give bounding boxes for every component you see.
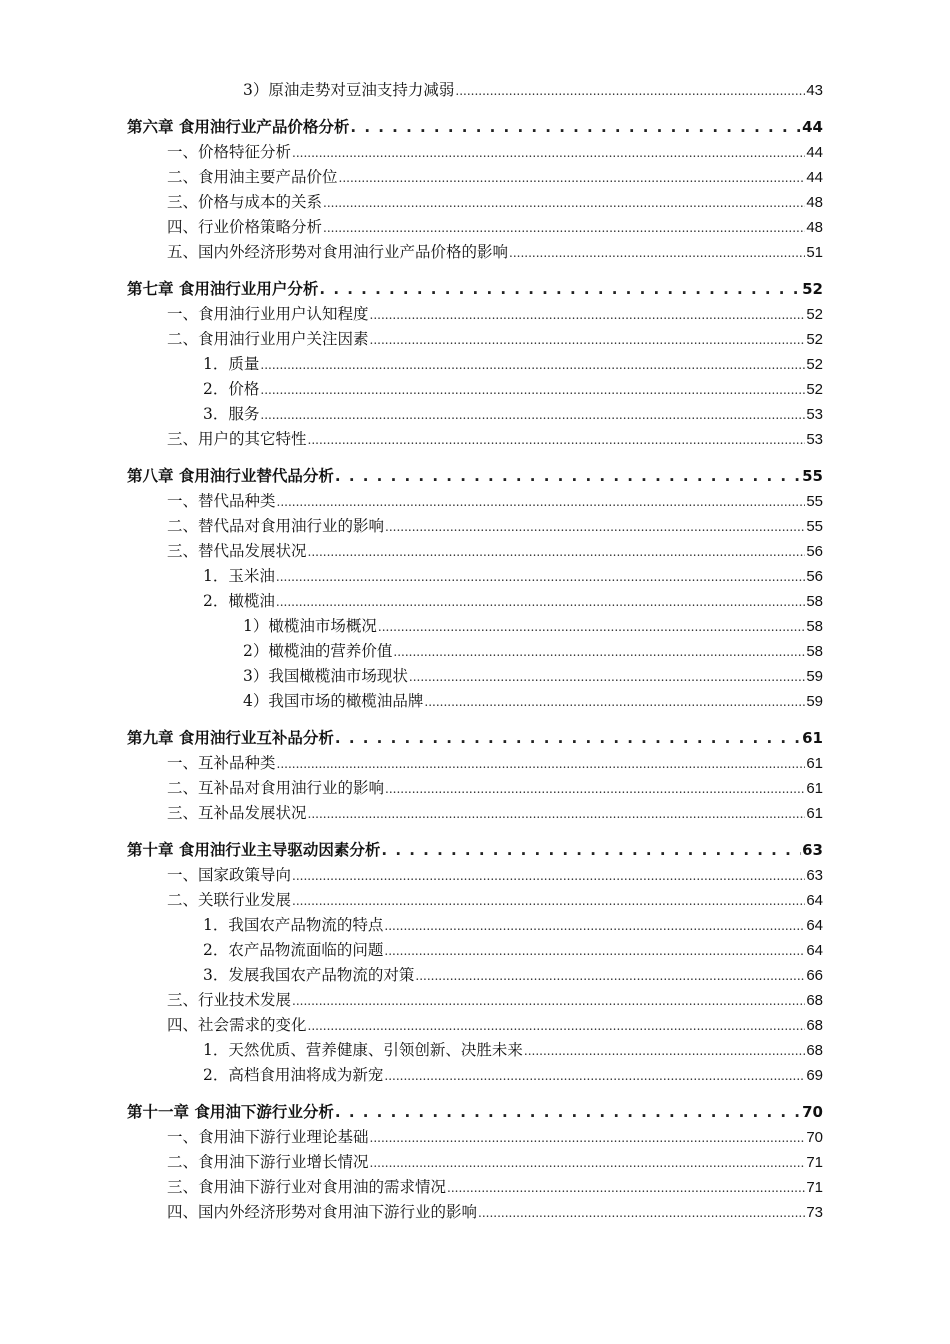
toc-chapter-entry[interactable] bbox=[127, 277, 823, 302]
toc-entry[interactable] bbox=[127, 963, 823, 988]
dot-leader bbox=[381, 838, 801, 863]
toc-entry-title: 二、食用油行业用户关注因素 bbox=[167, 330, 369, 348]
toc-page-number: 44 bbox=[806, 169, 823, 186]
toc-page-number: 61 bbox=[806, 780, 823, 797]
toc-entry[interactable] bbox=[127, 489, 823, 514]
toc-page-number: 68 bbox=[806, 1017, 823, 1034]
toc-entry[interactable] bbox=[127, 1013, 823, 1038]
dot-leader bbox=[323, 216, 805, 241]
toc-page-number: 61 bbox=[806, 805, 823, 822]
toc-page-number: 52 bbox=[806, 331, 823, 348]
toc-entry-title: 2．高档食用油将成为新宠 bbox=[203, 1066, 384, 1084]
toc-entry[interactable] bbox=[127, 664, 823, 689]
dot-leader bbox=[455, 79, 805, 104]
dot-leader bbox=[393, 640, 805, 665]
toc-entry[interactable] bbox=[127, 938, 823, 963]
toc-page-number: 61 bbox=[802, 729, 823, 747]
dot-leader bbox=[524, 1039, 805, 1064]
toc-entry-title: 1．质量 bbox=[203, 355, 260, 373]
toc-entry-title: 三、互补品发展状况 bbox=[167, 804, 307, 822]
toc-page-number: 52 bbox=[802, 280, 823, 298]
toc-entry-title: 第十一章 食用油下游行业分析 bbox=[127, 1103, 334, 1121]
dot-leader bbox=[385, 777, 805, 802]
toc-page-number: 43 bbox=[806, 82, 823, 99]
toc-entry-title: 二、关联行业发展 bbox=[167, 891, 292, 909]
toc-chapter-entry[interactable] bbox=[127, 464, 823, 489]
dot-leader bbox=[424, 690, 805, 715]
toc-entry[interactable] bbox=[127, 913, 823, 938]
toc-entry[interactable] bbox=[127, 589, 823, 614]
toc-entry[interactable] bbox=[127, 327, 823, 352]
dot-leader bbox=[277, 490, 806, 515]
toc-page-number: 48 bbox=[806, 219, 823, 236]
toc-page-number: 59 bbox=[806, 693, 823, 710]
dot-leader bbox=[509, 241, 805, 266]
toc-entry-title: 4）我国市场的橄榄油品牌 bbox=[243, 692, 424, 710]
toc-page-number: 44 bbox=[806, 144, 823, 161]
toc-entry[interactable] bbox=[127, 614, 823, 639]
dot-leader bbox=[292, 889, 805, 914]
toc-entry-title: 三、替代品发展状况 bbox=[167, 542, 307, 560]
toc-entry[interactable] bbox=[127, 1175, 823, 1200]
toc-entry[interactable] bbox=[127, 514, 823, 539]
dot-leader bbox=[260, 353, 805, 378]
dot-leader bbox=[384, 1064, 805, 1089]
toc-entry-title: 二、食用油主要产品价位 bbox=[167, 168, 338, 186]
toc-entry[interactable] bbox=[127, 352, 823, 377]
dot-leader bbox=[277, 752, 806, 777]
toc-entry[interactable] bbox=[127, 1200, 823, 1225]
toc-entry-title: 三、价格与成本的关系 bbox=[167, 193, 323, 211]
dot-leader bbox=[385, 515, 805, 540]
toc-entry[interactable] bbox=[127, 564, 823, 589]
dot-leader bbox=[370, 303, 806, 328]
dot-leader bbox=[308, 428, 806, 453]
toc-page-number: 64 bbox=[806, 892, 823, 909]
dot-leader bbox=[276, 590, 805, 615]
toc-entry[interactable] bbox=[127, 190, 823, 215]
toc-page-number: 64 bbox=[806, 917, 823, 934]
dot-leader bbox=[335, 464, 801, 489]
toc-page-number: 44 bbox=[802, 118, 823, 136]
toc-entry-title: 1）橄榄油市场概况 bbox=[243, 617, 377, 635]
dot-leader bbox=[370, 1151, 806, 1176]
toc-entry[interactable] bbox=[127, 165, 823, 190]
toc-entry-title: 1．我国农产品物流的特点 bbox=[203, 916, 384, 934]
toc-entry-title: 2）橄榄油的营养价值 bbox=[243, 642, 393, 660]
toc-entry-title: 一、国家政策导向 bbox=[167, 866, 292, 884]
dot-leader bbox=[308, 1014, 806, 1039]
toc-entry[interactable] bbox=[127, 801, 823, 826]
toc-entry[interactable] bbox=[127, 1125, 823, 1150]
toc-page-number: 52 bbox=[806, 381, 823, 398]
dot-leader bbox=[370, 1126, 806, 1151]
toc-page-number: 64 bbox=[806, 942, 823, 959]
toc-entry-title: 一、替代品种类 bbox=[167, 492, 276, 510]
dot-leader bbox=[260, 403, 805, 428]
toc-entry[interactable] bbox=[127, 863, 823, 888]
dot-leader bbox=[292, 141, 805, 166]
toc-page-number: 59 bbox=[806, 668, 823, 685]
toc-entry[interactable] bbox=[127, 140, 823, 165]
toc-page-number: 52 bbox=[806, 306, 823, 323]
dot-leader bbox=[370, 328, 806, 353]
toc-entry[interactable] bbox=[127, 539, 823, 564]
toc-entry[interactable] bbox=[127, 1063, 823, 1088]
dot-leader bbox=[350, 115, 801, 140]
toc-page-number: 63 bbox=[806, 867, 823, 884]
toc-page-number: 63 bbox=[802, 841, 823, 859]
toc-entry-title: 1．玉米油 bbox=[203, 567, 275, 585]
dot-leader bbox=[319, 277, 801, 302]
toc-entry-title: 第十章 食用油行业主导驱动因素分析 bbox=[127, 841, 381, 859]
toc-entry-title: 3．服务 bbox=[203, 405, 260, 423]
dot-leader bbox=[292, 989, 805, 1014]
toc-page-number: 56 bbox=[806, 543, 823, 560]
toc-page-number: 73 bbox=[806, 1204, 823, 1221]
toc-entry-title: 第六章 食用油行业产品价格分析 bbox=[127, 118, 350, 136]
dot-leader bbox=[323, 191, 805, 216]
toc-entry[interactable] bbox=[127, 402, 823, 427]
toc-entry-title: 四、行业价格策略分析 bbox=[167, 218, 323, 236]
toc-entry[interactable] bbox=[127, 377, 823, 402]
toc-entry-title: 3）原油走势对豆油支持力减弱 bbox=[243, 81, 455, 99]
toc-entry-title: 四、国内外经济形势对食用油下游行业的影响 bbox=[167, 1203, 478, 1221]
dot-leader bbox=[292, 864, 805, 889]
dot-leader bbox=[415, 964, 805, 989]
dot-leader bbox=[308, 540, 806, 565]
toc-entry-title: 三、用户的其它特性 bbox=[167, 430, 307, 448]
toc-chapter-entry[interactable] bbox=[127, 726, 823, 751]
toc-entry-title: 第七章 食用油行业用户分析 bbox=[127, 280, 319, 298]
toc-entry[interactable] bbox=[127, 1038, 823, 1063]
toc-entry[interactable] bbox=[127, 639, 823, 664]
toc-entry-title: 3）我国橄榄油市场现状 bbox=[243, 667, 408, 685]
toc-entry[interactable] bbox=[127, 988, 823, 1013]
toc-entry[interactable] bbox=[127, 1150, 823, 1175]
toc-page-number: 58 bbox=[806, 643, 823, 660]
toc-page-number: 69 bbox=[806, 1067, 823, 1084]
dot-leader bbox=[384, 914, 805, 939]
dot-leader bbox=[335, 726, 801, 751]
toc-page-number: 52 bbox=[806, 356, 823, 373]
dot-leader bbox=[447, 1176, 805, 1201]
toc-page-number: 68 bbox=[806, 1042, 823, 1059]
toc-page-number: 70 bbox=[806, 1129, 823, 1146]
dot-leader bbox=[384, 939, 805, 964]
dot-leader bbox=[409, 665, 805, 690]
toc-entry[interactable] bbox=[127, 751, 823, 776]
toc-page-number: 48 bbox=[806, 194, 823, 211]
toc-entry[interactable] bbox=[127, 302, 823, 327]
toc-entry-title: 2．橄榄油 bbox=[203, 592, 275, 610]
toc-page-number: 61 bbox=[806, 755, 823, 772]
toc-entry-title: 第九章 食用油行业互补品分析 bbox=[127, 729, 334, 747]
toc-page-number: 58 bbox=[806, 618, 823, 635]
toc-entry-title: 五、国内外经济形势对食用油行业产品价格的影响 bbox=[167, 243, 509, 261]
toc-page-number: 71 bbox=[806, 1154, 823, 1171]
toc-entry-title: 一、互补品种类 bbox=[167, 754, 276, 772]
toc-entry[interactable] bbox=[127, 888, 823, 913]
dot-leader bbox=[378, 615, 805, 640]
toc-entry-title: 三、食用油下游行业对食用油的需求情况 bbox=[167, 1178, 447, 1196]
toc-entry-title: 二、替代品对食用油行业的影响 bbox=[167, 517, 385, 535]
toc-chapter-entry[interactable] bbox=[127, 1100, 823, 1125]
toc-page-number: 53 bbox=[806, 406, 823, 423]
dot-leader bbox=[260, 378, 805, 403]
toc-page-number: 71 bbox=[806, 1179, 823, 1196]
toc-page-number: 56 bbox=[806, 568, 823, 585]
toc-entry[interactable] bbox=[127, 240, 823, 265]
toc-page-number: 68 bbox=[806, 992, 823, 1009]
toc-entry[interactable] bbox=[127, 215, 823, 240]
toc-page-number: 53 bbox=[806, 431, 823, 448]
toc-entry[interactable] bbox=[127, 689, 823, 714]
toc-entry-title: 一、价格特征分析 bbox=[167, 143, 292, 161]
toc-entry-title: 四、社会需求的变化 bbox=[167, 1016, 307, 1034]
toc-chapter-entry[interactable] bbox=[127, 115, 823, 140]
dot-leader bbox=[276, 565, 805, 590]
toc-entry-title: 1．天然优质、营养健康、引领创新、决胜未来 bbox=[203, 1041, 523, 1059]
dot-leader bbox=[339, 166, 806, 191]
toc-entry[interactable] bbox=[127, 776, 823, 801]
dot-leader bbox=[478, 1201, 805, 1226]
toc-entry[interactable] bbox=[127, 427, 823, 452]
toc-entry-title: 二、互补品对食用油行业的影响 bbox=[167, 779, 385, 797]
toc-entry-title: 三、行业技术发展 bbox=[167, 991, 292, 1009]
table-of-contents bbox=[127, 78, 823, 1225]
toc-entry-title: 二、食用油下游行业增长情况 bbox=[167, 1153, 369, 1171]
toc-page-number: 55 bbox=[806, 518, 823, 535]
toc-page-number: 51 bbox=[806, 244, 823, 261]
toc-entry[interactable] bbox=[127, 78, 823, 103]
toc-entry-title: 3．发展我国农产品物流的对策 bbox=[203, 966, 415, 984]
toc-entry-title: 2．价格 bbox=[203, 380, 260, 398]
toc-entry-title: 一、食用油下游行业理论基础 bbox=[167, 1128, 369, 1146]
toc-entry-title: 2．农产品物流面临的问题 bbox=[203, 941, 384, 959]
dot-leader bbox=[308, 802, 806, 827]
toc-page-number: 55 bbox=[802, 467, 823, 485]
toc-page-number: 66 bbox=[806, 967, 823, 984]
toc-entry-title: 一、食用油行业用户认知程度 bbox=[167, 305, 369, 323]
toc-page-number: 55 bbox=[806, 493, 823, 510]
toc-page-number: 58 bbox=[806, 593, 823, 610]
toc-chapter-entry[interactable] bbox=[127, 838, 823, 863]
dot-leader bbox=[335, 1100, 801, 1125]
toc-entry-title: 第八章 食用油行业替代品分析 bbox=[127, 467, 334, 485]
toc-page-number: 70 bbox=[802, 1103, 823, 1121]
